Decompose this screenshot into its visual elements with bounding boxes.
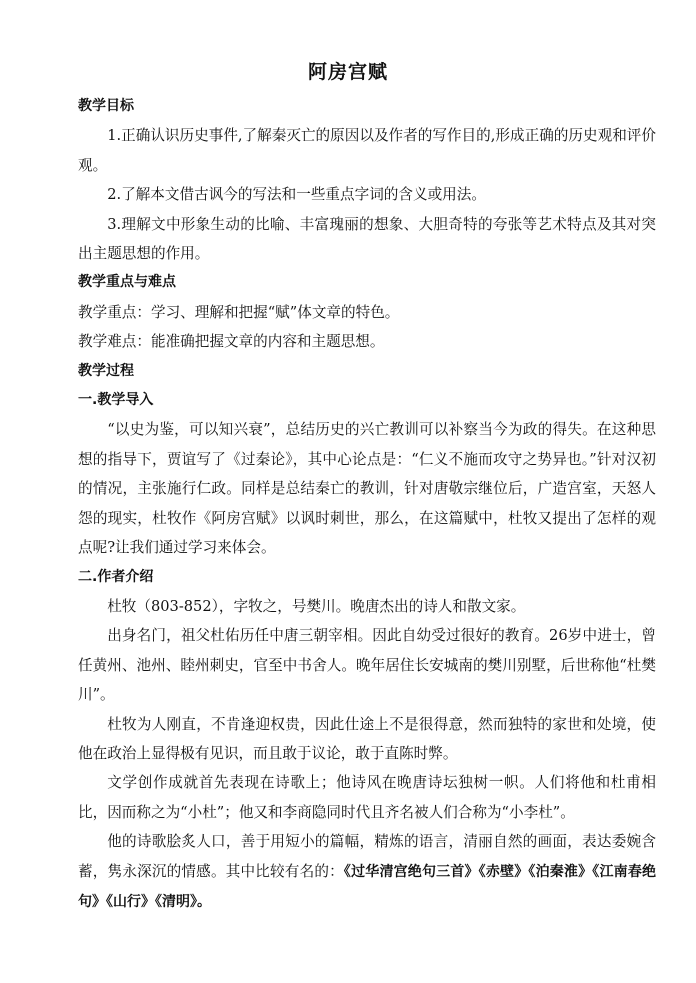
author-paragraph-1: 杜牧（803-852），字牧之，号樊川。晚唐杰出的诗人和散文家。 xyxy=(107,597,526,615)
author-paragraph-4: 文学创作成就首先表现在诗歌上；他诗风在晚唐诗坛独树一帜。人们将他和杜甫相比，因而称之为“小杜”；他又和李商隐同时代且齐名被人们合称为“小李杜”。 xyxy=(78,774,656,821)
section-heading-goals: 教学目标 xyxy=(78,98,134,114)
goal-item-3: 3.理解文中形象生动的比喻、丰富瑰丽的想象、大胆奇特的夸张等艺术特点及其对突出主题思想的作用。 xyxy=(78,215,656,263)
intro-paragraph: “以史为鉴，可以知兴衰”，总结历史的兴亡教训可以补察当今为政的得失。在这种思想的指导下，贾谊写了《过秦论》，其中心论点是：“仁义不施而攻守之势异也。”针对汉初的情况，主张施行仁政。同样是总结秦亡的教训，针对唐敬宗继位后，广造宫室，天怒人怨的现实，杜牧作《阿房宫赋》以讽时刺世，那么，在这篇赋中，杜牧又提出了怎样的观点呢?让我们通过学习来体会。 xyxy=(78,421,656,557)
goal-item-1: 1.正确认识历史事件,了解秦灭亡的原因以及作者的写作目的,形成正确的历史观和评价观。 xyxy=(78,127,656,174)
author-paragraph-3: 杜牧为人刚直，不肯逢迎权贵，因此仕途上不是很得意，然而独特的家世和处境，使他在政治上显得极有见识，而且敢于议论，敢于直陈时弊。 xyxy=(78,715,656,762)
author-paragraph-5 xyxy=(78,827,656,917)
author-paragraph-5-text: 他的诗歌脍炙人口，善于用短小的篇幅，精炼的语言，清丽自然的画面，表达委婉含蓄，隽永深沉的情感。其中比较有名的： xyxy=(78,833,656,880)
subsection-heading-intro: 一.教学导入 xyxy=(78,392,154,409)
document-title: 阿房宫赋 xyxy=(307,61,388,83)
section-heading-process: 教学过程 xyxy=(78,362,134,379)
key-point-focus: 教学重点：学习、理解和把握“赋”体文章的特色。 xyxy=(78,303,400,321)
famous-works-list: 《过华清宫绝句三首》《赤壁》《泊秦淮》《江南春绝句》《山行》《清明》。 xyxy=(78,863,656,910)
subsection-heading-author: 二.作者介绍 xyxy=(78,568,154,585)
key-point-difficulty: 教学难点：能准确把握文章的内容和主题思想。 xyxy=(78,333,385,351)
author-paragraph-2: 出身名门，祖父杜佑历任中唐三朝宰相。因此自幼受过很好的教育。26岁中进士，曾任黄州、池州、睦州刺史，官至中书舍人。晚年居住长安城南的樊川别墅，后世称他“杜樊川”。 xyxy=(78,627,656,704)
section-heading-key-points: 教学重点与难点 xyxy=(78,274,176,291)
goal-item-2: 2.了解本文借古讽今的写法和一些重点字词的含义或用法。 xyxy=(107,186,486,204)
document-body xyxy=(78,92,656,917)
